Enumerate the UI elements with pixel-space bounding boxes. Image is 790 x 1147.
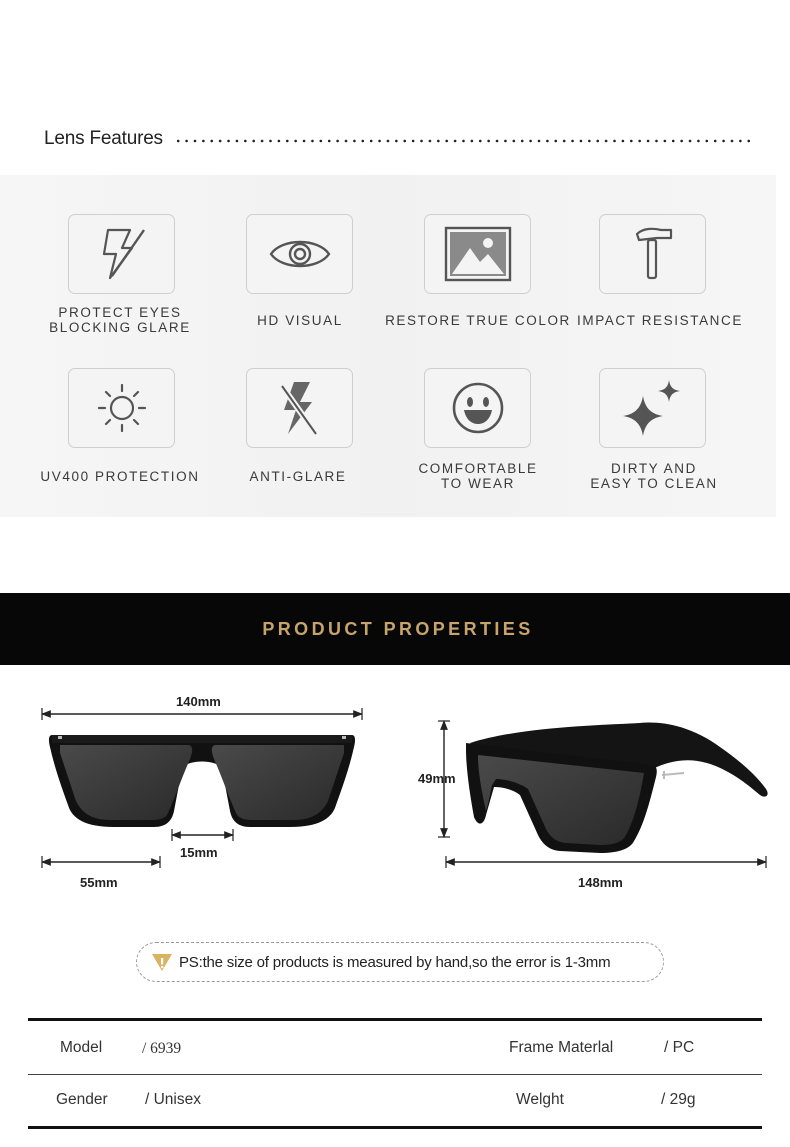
total-width-label: 140mm bbox=[176, 694, 221, 709]
lens-width-label: 55mm bbox=[80, 875, 118, 890]
features-grid bbox=[0, 175, 776, 517]
smile-icon bbox=[424, 368, 531, 448]
warning-icon bbox=[151, 952, 173, 972]
feature-label-impact: IMPACT RESISTANCE bbox=[577, 313, 743, 328]
spec-divider bbox=[28, 1074, 762, 1075]
model-label: Model bbox=[60, 1039, 103, 1056]
feature-label-easy-clean: DIRTY AND EASY TO CLEAN bbox=[590, 461, 718, 491]
lens-features-title: Lens Features bbox=[44, 128, 163, 149]
feature-label-restore-color: RESTORE TRUE COLOR bbox=[385, 313, 571, 328]
front-view-glasses bbox=[49, 735, 355, 827]
sparkle-icon bbox=[599, 368, 706, 448]
feature-label-hd-visual: HD VISUAL bbox=[257, 313, 343, 328]
frame-material-label: Frame Materlal bbox=[509, 1039, 614, 1056]
model-value: / 6939 bbox=[142, 1040, 182, 1057]
feature-label-protect-eyes: PROTECT EYES BLOCKING GLARE bbox=[49, 305, 191, 335]
measurement-note bbox=[136, 942, 664, 982]
dotted-divider bbox=[174, 139, 752, 143]
glasses-dimension-drawing bbox=[0, 665, 790, 915]
spec-top-rule bbox=[28, 1018, 762, 1021]
gender-label: Gender bbox=[56, 1091, 108, 1108]
banner-title: PRODUCT PROPERTIES bbox=[262, 618, 534, 639]
feature-label-anti-glare: ANTI-GLARE bbox=[249, 469, 347, 484]
frame-material-value: / PC bbox=[664, 1039, 695, 1056]
lightning-icon bbox=[68, 214, 175, 294]
side-view-glasses bbox=[466, 723, 768, 853]
picture-icon bbox=[424, 214, 531, 294]
feature-label-comfortable: COMFORTABLE TO WEAR bbox=[418, 461, 538, 491]
feature-label-uv400: UV400 PROTECTION bbox=[40, 469, 200, 484]
weight-value: / 29g bbox=[661, 1091, 696, 1108]
lens-features-header bbox=[0, 0, 790, 175]
gender-value: / Unisex bbox=[145, 1091, 201, 1108]
hammer-icon bbox=[599, 214, 706, 294]
eye-icon bbox=[246, 214, 353, 294]
spec-bottom-rule bbox=[28, 1126, 762, 1129]
dimension-diagram bbox=[0, 665, 790, 915]
no-lightning-icon bbox=[246, 368, 353, 448]
bridge-width-label: 15mm bbox=[180, 845, 218, 860]
temple-length-label: 148mm bbox=[578, 875, 623, 890]
product-properties-banner bbox=[0, 593, 790, 665]
lens-height-label: 49mm bbox=[418, 771, 456, 786]
sun-icon bbox=[68, 368, 175, 448]
note-text: PS:the size of products is measured by hand,so the error is 1-3mm bbox=[179, 953, 611, 971]
weight-label: Welght bbox=[516, 1091, 564, 1108]
